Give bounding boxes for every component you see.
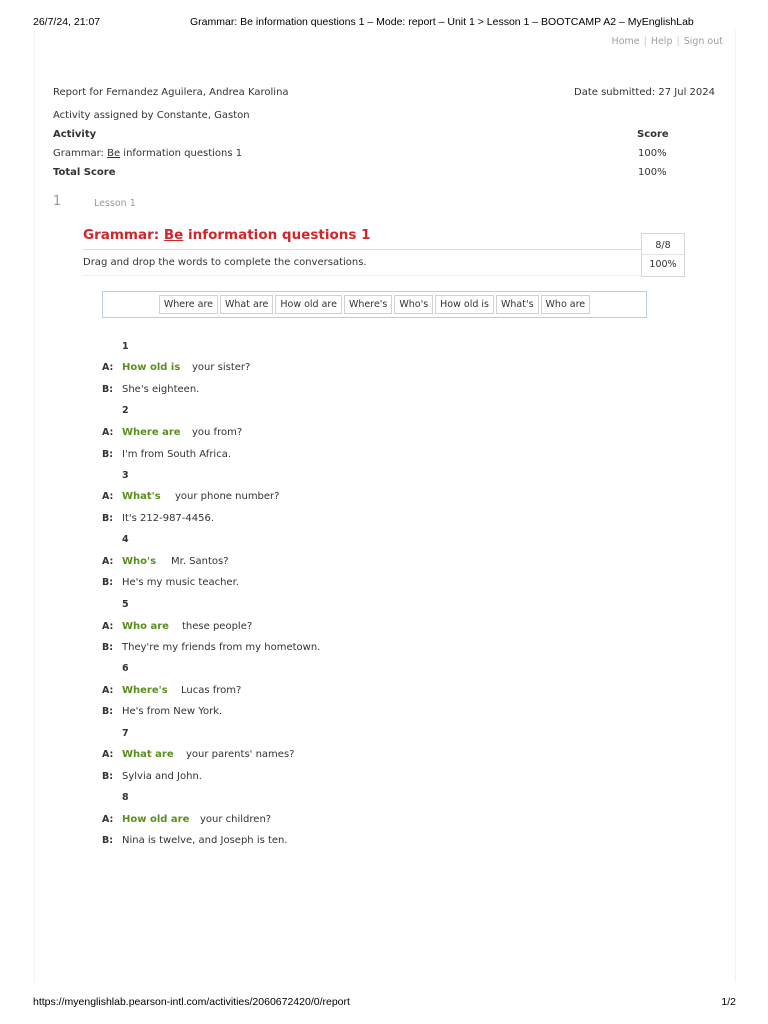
- answer-slot[interactable]: What are: [122, 749, 174, 760]
- speaker-a: A:: [102, 814, 114, 825]
- speaker-b: B:: [102, 513, 114, 524]
- answer-slot[interactable]: Where's: [122, 685, 168, 696]
- print-url: https://myenglishlab.pearson-intl.com/activities/2060672420/0/report: [33, 996, 350, 1008]
- answer-slot[interactable]: What's: [122, 491, 161, 502]
- item-number: 4: [122, 534, 129, 545]
- answer-slot[interactable]: How old is: [122, 362, 181, 373]
- answer-slot[interactable]: Who's: [122, 556, 157, 567]
- word-chip[interactable]: How old is: [435, 295, 494, 314]
- link-separator: |: [676, 36, 680, 47]
- speaker-b: B:: [102, 706, 114, 717]
- speaker-a: A:: [102, 362, 114, 373]
- sign-out-link[interactable]: Sign out: [683, 36, 723, 47]
- speaker-b: B:: [102, 642, 114, 653]
- score-box-divider: [642, 254, 684, 255]
- question-text: your phone number?: [175, 491, 280, 502]
- item-number: 3: [122, 470, 129, 481]
- item-number: 2: [122, 405, 129, 416]
- help-link[interactable]: Help: [650, 36, 673, 47]
- answer-slot[interactable]: Who are: [122, 621, 169, 632]
- speaker-b: B:: [102, 577, 114, 588]
- assigned-by: Activity assigned by Constante, Gaston: [53, 110, 250, 121]
- report-for-label: Report for Fernandez Aguilera, Andrea Karolina: [53, 87, 289, 98]
- home-link[interactable]: Home: [611, 36, 640, 47]
- question-text: your children?: [200, 814, 272, 825]
- activity-title-suffix: information questions 1: [183, 227, 371, 243]
- question-number: 1: [53, 194, 62, 209]
- reply-text: He's my music teacher.: [122, 577, 239, 588]
- activity-title: [83, 227, 370, 243]
- speaker-a: A:: [102, 556, 114, 567]
- word-chip[interactable]: Who's: [394, 295, 433, 314]
- speaker-a: A:: [102, 685, 114, 696]
- instructions: Drag and drop the words to complete the conversations.: [83, 257, 367, 268]
- link-separator: |: [643, 36, 647, 47]
- question-text: you from?: [192, 427, 243, 438]
- reply-text: Nina is twelve, and Joseph is ten.: [122, 835, 288, 846]
- question-text: your parents' names?: [186, 749, 295, 760]
- word-chip[interactable]: What's: [496, 295, 539, 314]
- speaker-b: B:: [102, 449, 114, 460]
- print-document-title: Grammar: Be information questions 1 – Mode: report – Unit 1 > Lesson 1 – BOOTCAMP A2 – MyEnglishLab: [190, 16, 694, 28]
- question-percent: 100%: [649, 259, 677, 270]
- question-points: 8/8: [655, 240, 671, 251]
- print-header: [33, 16, 736, 30]
- total-score-label: Total Score: [53, 167, 116, 178]
- item-number: 1: [122, 341, 129, 352]
- activity-column-header: Activity: [53, 129, 97, 140]
- speaker-b: B:: [102, 835, 114, 846]
- activity-name-prefix: Grammar:: [53, 148, 108, 159]
- speaker-a: A:: [102, 427, 114, 438]
- score-column-header: Score: [637, 129, 669, 140]
- question-text: Lucas from?: [181, 685, 242, 696]
- item-number: 8: [122, 792, 129, 803]
- word-chip[interactable]: Where are: [159, 295, 218, 314]
- total-score-value: 100%: [638, 167, 667, 178]
- item-number: 7: [122, 728, 129, 739]
- speaker-b: B:: [102, 771, 114, 782]
- word-chip[interactable]: How old are: [275, 295, 342, 314]
- question-score-box: [641, 233, 685, 277]
- print-footer: [33, 996, 736, 1010]
- speaker-a: A:: [102, 749, 114, 760]
- word-chip[interactable]: Where's: [344, 295, 392, 314]
- activity-title-prefix: Grammar:: [83, 227, 164, 243]
- speaker-a: A:: [102, 621, 114, 632]
- activity-title-be: Be: [163, 227, 184, 243]
- word-bank: [102, 291, 647, 318]
- question-text: these people?: [182, 621, 253, 632]
- reply-text: He's from New York.: [122, 706, 223, 717]
- activity-name-be: Be: [107, 148, 121, 159]
- lesson-label: Lesson 1: [94, 198, 136, 209]
- item-number: 6: [122, 663, 129, 674]
- speaker-b: B:: [102, 384, 114, 395]
- word-chip[interactable]: Who are: [541, 295, 591, 314]
- title-divider: [83, 249, 641, 250]
- speaker-a: A:: [102, 491, 114, 502]
- reply-text: It's 212-987-4456.: [122, 513, 215, 524]
- date-submitted: Date submitted: 27 Jul 2024: [574, 87, 715, 98]
- answer-slot[interactable]: Where are: [122, 427, 181, 438]
- question-text: Mr. Santos?: [171, 556, 229, 567]
- question-text: your sister?: [192, 362, 251, 373]
- print-timestamp: 26/7/24, 21:07: [33, 16, 101, 28]
- activity-name: [53, 148, 242, 159]
- answer-slot[interactable]: How old are: [122, 814, 190, 825]
- print-page-number: 1/2: [721, 996, 736, 1008]
- top-links: [612, 36, 723, 47]
- item-number: 5: [122, 599, 129, 610]
- reply-text: She's eighteen.: [122, 384, 200, 395]
- instructions-divider: [83, 275, 641, 276]
- reply-text: I'm from South Africa.: [122, 449, 232, 460]
- activity-name-suffix: information questions 1: [120, 148, 243, 159]
- reply-text: Sylvia and John.: [122, 771, 202, 782]
- reply-text: They're my friends from my hometown.: [122, 642, 321, 653]
- word-chip[interactable]: What are: [220, 295, 273, 314]
- activity-score: 100%: [638, 148, 667, 159]
